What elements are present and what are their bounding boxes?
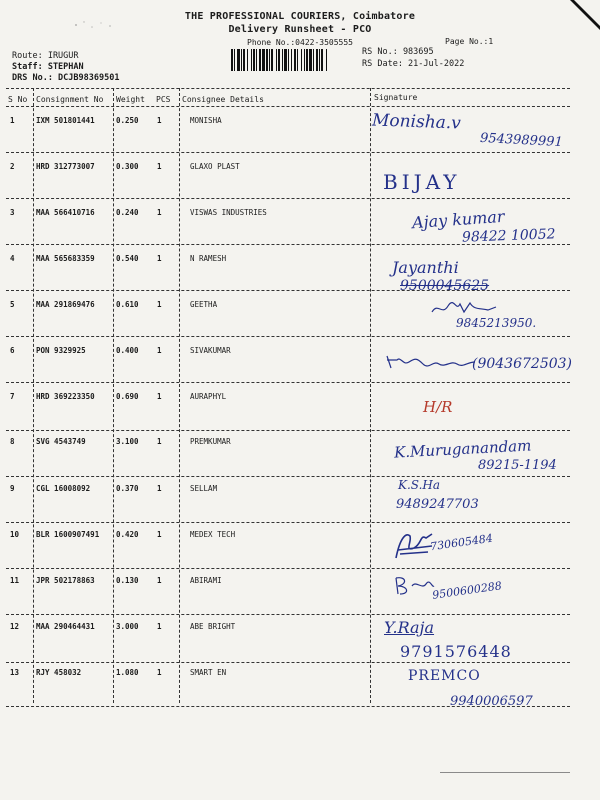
barcode-bar — [262, 49, 265, 71]
company-title: THE PROFESSIONAL COURIERS, Coimbatore — [184, 11, 416, 22]
barcode-bar — [284, 49, 287, 71]
signature-phone: 9500045625 — [400, 278, 490, 294]
barcode-bar — [316, 49, 318, 71]
rs-number: RS No.: 983695 — [362, 47, 434, 57]
row-pcs: 1 — [157, 162, 162, 171]
runsheet-title: Delivery Runsheet - PCO — [228, 24, 372, 35]
row-weight: 1.080 — [116, 668, 139, 677]
row-rule — [6, 522, 570, 523]
col-header-weight: Weight — [116, 95, 145, 104]
barcode-bar — [237, 49, 240, 71]
col-header-signature: Signature — [374, 93, 418, 102]
barcode-bar — [313, 49, 314, 71]
signature-name: PREMCO — [408, 668, 481, 684]
barcode-bar — [266, 49, 268, 71]
signature-name: Ajay kumar — [411, 206, 506, 233]
barcode-bar — [234, 49, 235, 71]
row-weight: 3.000 — [116, 622, 139, 631]
row-pcs: 1 — [157, 208, 162, 217]
row-pcs: 1 — [157, 622, 162, 631]
col-header-consignee: Consignee Details — [182, 95, 264, 104]
row-rule — [6, 198, 570, 199]
row-pcs: 1 — [157, 530, 162, 539]
row-rule — [6, 244, 570, 245]
barcode-bar — [326, 49, 327, 71]
row-sno: 13 — [10, 668, 20, 677]
col-header-consignment: Consignment No — [36, 95, 104, 104]
row-weight: 0.540 — [116, 254, 139, 263]
barcode-bar — [278, 49, 280, 71]
barcode-bar — [294, 49, 296, 71]
row-consignment: MAA 291869476 — [36, 300, 95, 309]
footer-line — [440, 772, 570, 773]
row-weight: 3.100 — [116, 437, 139, 446]
row-weight: 0.240 — [116, 208, 139, 217]
row-sno: 4 — [10, 254, 15, 263]
row-consignment: SVG 4543749 — [36, 437, 86, 446]
row-pcs: 1 — [157, 437, 162, 446]
barcode-bar — [309, 49, 312, 71]
row-rule — [6, 662, 570, 663]
barcode-bar — [304, 49, 305, 71]
signature-name: K.Muruganandam — [393, 436, 532, 462]
row-consignment: BLR 1600907491 — [36, 530, 100, 539]
row-weight: 0.690 — [116, 392, 139, 401]
barcode-bar — [231, 49, 233, 71]
row-sno: 2 — [10, 162, 15, 171]
row-consignment: HRD 312773007 — [36, 162, 95, 171]
row-sno: 9 — [10, 484, 15, 493]
col-divider — [370, 88, 371, 703]
row-sno: 10 — [10, 530, 20, 539]
row-consignee: PREMKUMAR — [190, 437, 231, 446]
row-weight: 0.400 — [116, 346, 139, 355]
barcode-bar — [241, 49, 242, 71]
row-rule — [6, 290, 570, 291]
row-consignment: MAA 565683359 — [36, 254, 95, 263]
signature-phone: 730605484 — [429, 531, 494, 554]
row-rule — [6, 336, 570, 337]
row-pcs: 1 — [157, 346, 162, 355]
row-sno: 7 — [10, 392, 15, 401]
row-consignee: SIVAKUMAR — [190, 346, 231, 355]
row-consignee: AURAPHYL — [190, 392, 227, 401]
row-consignment: RJY 458032 — [36, 668, 82, 677]
row-consignee: ABE BRIGHT — [190, 622, 236, 631]
row-consignment: HRD 369223350 — [36, 392, 95, 401]
signature-name: Monisha.v — [371, 110, 462, 134]
row-rule — [6, 614, 570, 615]
row-consignee: GLAXO PLAST — [190, 162, 240, 171]
row-rule — [6, 476, 570, 477]
row-sno: 3 — [10, 208, 15, 217]
phone-number: Phone No.:0422-3505555 — [247, 38, 353, 47]
signature-phone: 9489247703 — [396, 497, 479, 512]
row-weight: 0.370 — [116, 484, 139, 493]
row-pcs: 1 — [157, 668, 162, 677]
barcode — [230, 49, 356, 71]
signature-name: H/R — [423, 398, 453, 416]
header-rule — [6, 106, 570, 107]
barcode-bar — [282, 49, 283, 71]
barcode-bar — [306, 49, 308, 71]
row-sno: 1 — [10, 116, 15, 125]
row-consignee: VISWAS INDUSTRIES — [190, 208, 267, 217]
row-sno: 11 — [10, 576, 20, 585]
signature-name: BIJAY — [383, 170, 461, 194]
signature-name: K.S.Ha — [398, 478, 441, 492]
row-consignment: IXM 501801441 — [36, 116, 95, 125]
row-rule — [6, 568, 570, 569]
signature-phone: (9043672503) — [472, 356, 572, 372]
row-consignee: SELLAM — [190, 484, 218, 493]
row-sno: 8 — [10, 437, 15, 446]
barcode-bar — [247, 49, 248, 71]
signature-phone: 9940006597 — [450, 694, 533, 709]
barcode-bar — [269, 49, 270, 71]
row-weight: 0.300 — [116, 162, 139, 171]
row-rule — [6, 382, 570, 383]
signature-name: Jayanthi — [392, 258, 459, 277]
row-pcs: 1 — [157, 392, 162, 401]
row-weight: 0.130 — [116, 576, 139, 585]
row-consignment: PON 9329925 — [36, 346, 86, 355]
table-top-rule — [6, 88, 570, 89]
barcode-bar — [291, 49, 292, 71]
row-consignee: MEDEX TECH — [190, 530, 236, 539]
barcode-bar — [276, 49, 277, 71]
row-rule — [6, 430, 570, 431]
row-pcs: 1 — [157, 254, 162, 263]
signature-name: Y.Raja — [384, 618, 435, 637]
col-header-sno: S No — [8, 95, 28, 104]
row-weight: 0.420 — [116, 530, 139, 539]
row-pcs: 1 — [157, 300, 162, 309]
staff-label: Staff: STEPHAN — [12, 62, 84, 72]
handwritten-signature — [385, 352, 477, 372]
barcode-bar — [251, 49, 252, 71]
barcode-bar — [256, 49, 257, 71]
barcode-bar — [271, 49, 273, 71]
row-rule — [6, 152, 570, 153]
signature-phone: 98422 10052 — [461, 226, 556, 246]
signature-phone: 9543989991 — [479, 130, 564, 151]
drs-number: DRS No.: DCJB98369501 — [12, 73, 120, 83]
col-divider — [179, 88, 180, 703]
row-consignee: N RAMESH — [190, 254, 227, 263]
row-consignee: SMART EN — [190, 668, 227, 677]
signature-phone: 9500600288 — [431, 579, 503, 602]
signature-phone: 89215-1194 — [478, 458, 557, 473]
row-consignment: JPR 502178863 — [36, 576, 95, 585]
row-consignee: GEETHA — [190, 300, 218, 309]
row-consignee: ABIRAMI — [190, 576, 222, 585]
row-consignee: MONISHA — [190, 116, 222, 125]
row-pcs: 1 — [157, 116, 162, 125]
row-weight: 0.250 — [116, 116, 139, 125]
row-pcs: 1 — [157, 484, 162, 493]
row-sno: 5 — [10, 300, 15, 309]
table-bottom-rule — [6, 706, 570, 707]
row-weight: 0.610 — [116, 300, 139, 309]
col-divider — [113, 88, 114, 703]
barcode-bar — [253, 49, 255, 71]
col-divider — [33, 88, 34, 703]
row-sno: 12 — [10, 622, 20, 631]
barcode-bar — [301, 49, 302, 71]
barcode-bar — [319, 49, 320, 71]
barcode-bar — [243, 49, 245, 71]
rs-date: RS Date: 21-Jul-2022 — [362, 59, 465, 69]
row-consignment: MAA 566410716 — [36, 208, 95, 217]
route-label: Route: IRUGUR — [12, 51, 79, 61]
barcode-bar — [321, 49, 323, 71]
page-number: Page No.:1 — [445, 37, 494, 46]
barcode-bar — [259, 49, 261, 71]
col-header-pcs: PCS — [156, 95, 171, 104]
barcode-bar — [288, 49, 289, 71]
row-consignment: MAA 290464431 — [36, 622, 95, 631]
handwritten-signature — [392, 572, 436, 600]
signature-phone: 9845213950. — [456, 316, 537, 330]
row-consignment: CGL 16008092 — [36, 484, 91, 493]
barcode-bar — [297, 49, 298, 71]
row-sno: 6 — [10, 346, 15, 355]
signature-phone: 9791576448 — [400, 642, 512, 661]
handwritten-signature — [430, 298, 500, 318]
row-pcs: 1 — [157, 576, 162, 585]
